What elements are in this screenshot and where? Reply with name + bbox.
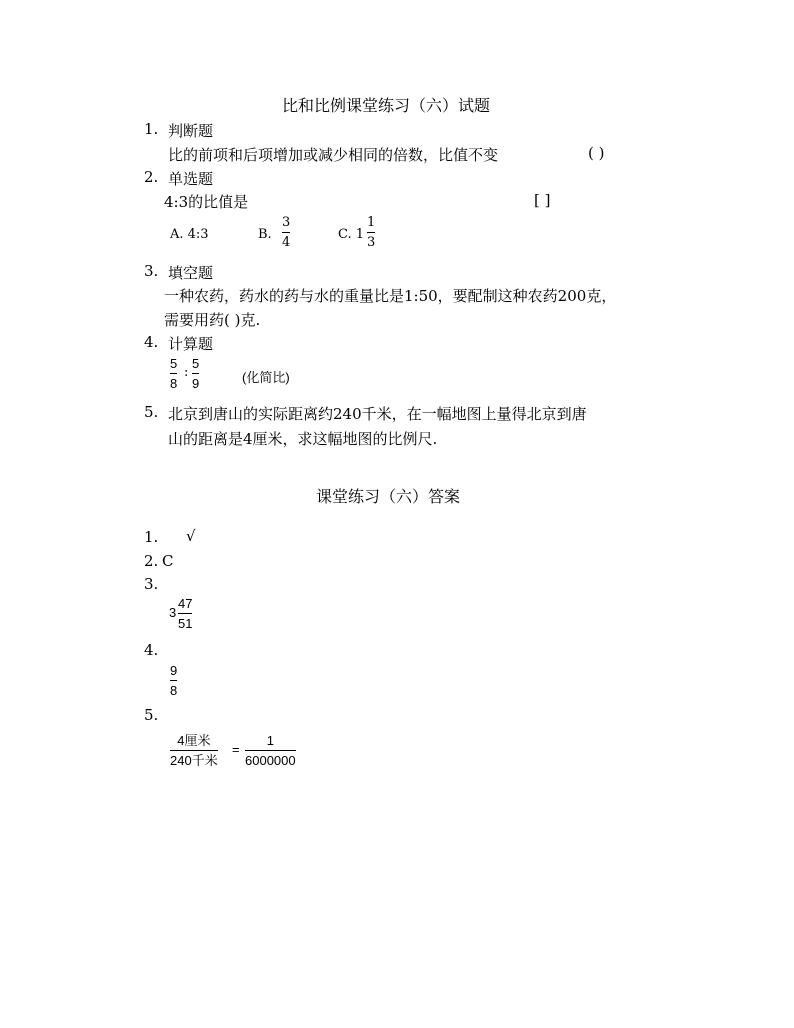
q2-answer-bracket: [ ]: [534, 191, 551, 209]
fraction-denominator: 8: [170, 683, 178, 698]
fraction-bar: [170, 373, 177, 374]
answers-title: 课堂练习（六）答案: [316, 487, 461, 506]
q2-option-c-label: C. 1: [338, 227, 365, 242]
a2-number: 2.: [144, 552, 159, 570]
q4-colon: :: [184, 365, 189, 380]
q2-text: 4:3的比值是: [164, 193, 249, 211]
fraction-bar: [170, 750, 218, 751]
a1-number: 1.: [144, 528, 159, 546]
q3-line1: 一种农药，药水的药与水的重量比是1:50，要配制这种农药200克，: [164, 287, 617, 305]
page-title: 比和比例课堂练习（六）试题: [282, 96, 491, 115]
fraction-numerator: 47: [178, 596, 193, 611]
q3-line2: 需要用药( )克.: [164, 311, 261, 329]
fraction-numerator: 9: [170, 663, 178, 678]
fraction-denominator: 9: [192, 376, 200, 391]
q1-type: 判断题: [168, 122, 214, 140]
fraction-bar: [282, 232, 290, 233]
q2-option-a: A. 4:3: [170, 227, 209, 242]
fraction-bar: [245, 750, 296, 751]
q2-number: 2.: [144, 168, 159, 186]
q1-answer-paren: ( ): [588, 144, 605, 162]
q3-type: 填空题: [168, 264, 214, 282]
fraction-numerator: 1: [367, 215, 376, 230]
a3-fraction: [178, 596, 192, 631]
a5-left-fraction: [170, 733, 218, 768]
q3-number: 3.: [144, 262, 159, 280]
a5-number: 5.: [144, 706, 159, 724]
fraction-numerator: 1: [266, 733, 274, 748]
fraction-denominator: 3: [367, 235, 376, 250]
q2-type: 单选题: [168, 170, 214, 188]
q5-number: 5.: [144, 403, 159, 421]
fraction-bar: [367, 232, 375, 233]
fraction-numerator: 5: [170, 356, 178, 371]
fraction-bar: [178, 613, 192, 614]
a2-value: C: [162, 552, 174, 570]
q4-fraction-1: [170, 356, 177, 391]
a5-equals: =: [232, 742, 240, 757]
fraction-denominator: 6000000: [245, 753, 296, 768]
fraction-numerator: 3: [282, 215, 291, 230]
q1-text: 比的前项和后项增加或减少相同的倍数，比值不变: [168, 146, 499, 164]
fraction-bar: [170, 680, 177, 681]
fraction-bar: [192, 373, 199, 374]
fraction-numerator: 5: [192, 356, 200, 371]
fraction-numerator: 4厘米: [177, 733, 211, 748]
q2-option-c-fraction: [367, 215, 375, 250]
q1-number: 1.: [144, 120, 159, 138]
q4-note: (化简比): [242, 370, 290, 385]
q4-fraction-2: [192, 356, 199, 391]
a1-value: √: [186, 527, 196, 545]
q5-line2: 山的距离是4厘米，求这幅地图的比例尺.: [168, 430, 438, 448]
q2-option-b-fraction: [282, 215, 290, 250]
a3-whole: 3: [169, 605, 177, 620]
q5-line1: 北京到唐山的实际距离约240千米，在一幅地图上量得北京到唐: [168, 405, 587, 423]
fraction-denominator: 51: [178, 616, 193, 631]
fraction-denominator: 4: [282, 235, 291, 250]
a4-number: 4.: [144, 641, 159, 659]
q2-option-b-label: B.: [258, 227, 272, 242]
a3-number: 3.: [144, 575, 159, 593]
fraction-denominator: 240千米: [170, 753, 218, 768]
q4-type: 计算题: [168, 335, 214, 353]
q4-number: 4.: [144, 333, 159, 351]
fraction-denominator: 8: [170, 376, 178, 391]
a5-right-fraction: [245, 733, 296, 768]
a4-fraction: [170, 663, 177, 698]
